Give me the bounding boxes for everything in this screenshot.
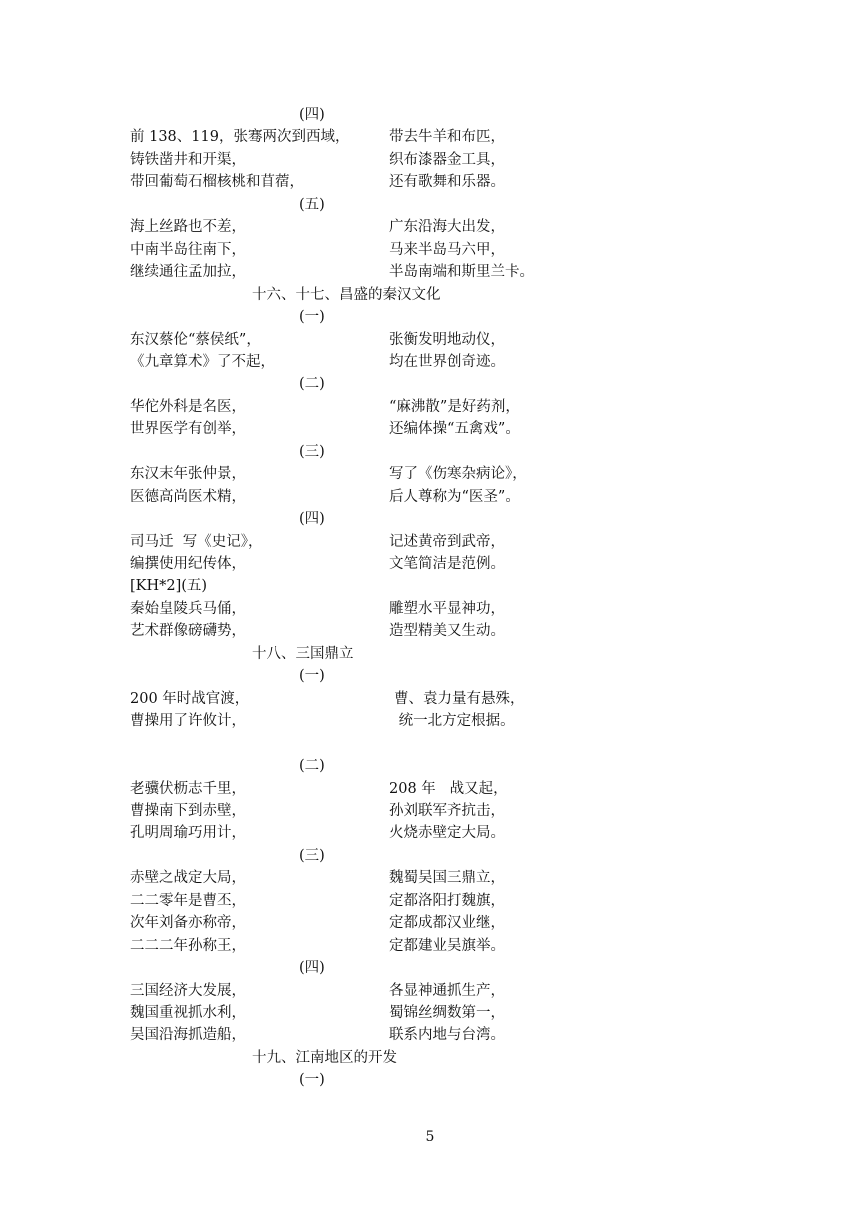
stanza-number: (三) xyxy=(299,443,325,460)
stanza-number-line xyxy=(0,845,860,867)
stanza-number: (二) xyxy=(299,758,325,775)
stanza-number-line xyxy=(0,194,860,216)
section-title: 十九、江南地区的开发 xyxy=(252,1049,397,1066)
verse-right: 火烧赤壁定大局。 xyxy=(389,825,505,842)
verse-line xyxy=(0,935,860,957)
verse-right: 后人尊称为“医圣”。 xyxy=(389,488,520,505)
verse-left: 二二二年孙称王， xyxy=(130,937,246,954)
verse-right: 孙刘联军齐抗击， xyxy=(389,802,505,819)
verse-left: 老骥伏枥志千里， xyxy=(130,780,246,797)
stanza-number: (一) xyxy=(299,309,325,326)
verse-right: 半岛南端和斯里兰卡。 xyxy=(389,264,534,281)
section-heading-line xyxy=(0,1047,860,1069)
stanza-number: (四) xyxy=(299,107,325,123)
verse-right: 曹、袁力量有悬殊， xyxy=(394,690,525,707)
stanza-number-line xyxy=(0,1069,860,1091)
verse-line xyxy=(0,531,860,553)
verse-line xyxy=(0,688,860,710)
verse-line xyxy=(0,351,860,373)
verse-left: 铸铁凿井和开渠， xyxy=(130,151,246,168)
verse-line xyxy=(0,396,860,418)
verse-right: 织布漆器金工具， xyxy=(389,151,505,168)
verse-line xyxy=(0,171,860,193)
verse-right: 写了《伤寒杂病论》， xyxy=(389,466,527,483)
verse-left: 医德高尚医术精， xyxy=(130,488,246,505)
verse-right: 统一北方定根据。 xyxy=(394,713,515,730)
verse-right: 蜀锦丝绸数第一， xyxy=(389,1005,505,1021)
verse-left: 吴国沿海抓造船， xyxy=(130,1027,246,1044)
verse-line xyxy=(0,329,860,351)
verse-line xyxy=(0,867,860,889)
stanza-number: (三) xyxy=(299,847,325,864)
verse-left: 200 年时战官渡， xyxy=(130,690,250,707)
verse-line xyxy=(0,822,860,844)
verse-right: 208 年 战又起， xyxy=(389,780,508,797)
verse-right: 联系内地与台湾。 xyxy=(389,1027,505,1044)
verse-line xyxy=(0,890,860,912)
verse-left: 东汉末年张仲景， xyxy=(130,466,246,483)
verse-right: 还有歌舞和乐器。 xyxy=(389,174,505,191)
verse-line xyxy=(0,800,860,822)
stanza-number: (一) xyxy=(299,668,325,685)
verse-line xyxy=(0,149,860,171)
verse-right: 还编体操“五禽戏”。 xyxy=(389,421,520,438)
section-title: 十六、十七、昌盛的秦汉文化 xyxy=(252,286,441,303)
verse-right: 雕塑水平显神功， xyxy=(389,600,505,617)
stanza-number-line xyxy=(0,373,860,395)
verse-right: 带去牛羊和布匹， xyxy=(389,129,505,146)
verse-line xyxy=(0,463,860,485)
verse-left: 三国经济大发展， xyxy=(130,982,246,999)
verse-line xyxy=(0,239,860,261)
verse-line xyxy=(0,733,860,755)
verse-line xyxy=(0,216,860,238)
verse-line xyxy=(0,126,860,148)
verse-left: 曹操用了许攸计， xyxy=(130,713,246,730)
stanza-marker: [KH*2](五) xyxy=(130,578,208,595)
verse-left: 艺术群像磅礴势， xyxy=(130,623,246,640)
verse-line xyxy=(0,1024,860,1046)
section-heading-line xyxy=(0,284,860,306)
verse-line xyxy=(0,261,860,283)
verse-left: 前 138、119，张骞两次到西域， xyxy=(130,129,350,146)
verse-line xyxy=(0,912,860,934)
stanza-number-line xyxy=(0,104,860,126)
verse-left: 海上丝路也不差， xyxy=(130,219,246,236)
section-heading-line xyxy=(0,643,860,665)
verse-left: 编撰使用纪传体， xyxy=(130,556,246,572)
stanza-number-line xyxy=(0,665,860,687)
verse-left: 东汉蔡伦“蔡侯纸”， xyxy=(130,331,261,348)
stanza-number-line xyxy=(0,755,860,777)
verse-right: 广东沿海大出发， xyxy=(389,219,505,236)
stanza-number: (五) xyxy=(299,196,325,213)
verse-right: 定都洛阳打魏旗， xyxy=(389,892,505,909)
stanza-number-line xyxy=(0,306,860,328)
verse-right: 定都成都汉业继， xyxy=(389,915,505,932)
verse-line xyxy=(0,575,860,597)
verse-line xyxy=(0,1002,860,1024)
verse-left: 中南半岛往南下， xyxy=(130,241,246,258)
verse-left: 曹操南下到赤壁， xyxy=(130,802,246,819)
stanza-number: (二) xyxy=(299,376,325,393)
stanza-number: (四) xyxy=(299,511,325,528)
verse-right: 造型精美又生动。 xyxy=(389,623,505,640)
verse-line xyxy=(0,620,860,642)
stanza-number-line xyxy=(0,441,860,463)
verse-line xyxy=(0,980,860,1002)
page-number: 5 xyxy=(425,1129,435,1145)
verse-right: 均在世界创奇迹。 xyxy=(389,353,505,370)
stanza-number-line xyxy=(0,508,860,530)
section-title: 十八、三国鼎立 xyxy=(252,645,354,662)
verse-right: 马来半岛马六甲， xyxy=(389,241,505,258)
verse-left: 华佗外科是名医， xyxy=(130,398,246,415)
verse-line xyxy=(0,778,860,800)
stanza-number-line xyxy=(0,957,860,979)
verse-left: 带回葡萄石榴核桃和苜蓿， xyxy=(130,174,304,191)
verse-line xyxy=(0,598,860,620)
verse-right: 记述黄帝到武帝， xyxy=(389,533,505,550)
verse-line xyxy=(0,486,860,508)
verse-left: 次年刘备亦称帝， xyxy=(130,915,246,932)
verse-left: 司马迁 写《史记》， xyxy=(130,533,263,550)
verse-line xyxy=(0,418,860,440)
verse-right: “麻沸散”是好药剂， xyxy=(389,398,520,415)
verse-right: 各显神通抓生产， xyxy=(389,982,505,999)
verse-left: 世界医学有创举， xyxy=(130,421,246,438)
verse-right: 文笔简洁是范例。 xyxy=(389,556,505,572)
stanza-number: (一) xyxy=(299,1072,325,1089)
verse-right: 定都建业吴旗举。 xyxy=(389,937,505,954)
verse-left: 《九章算术》了不起， xyxy=(130,353,275,370)
verse-left: 赤壁之战定大局， xyxy=(130,870,246,887)
verse-line xyxy=(0,710,860,732)
verse-left: 孔明周瑜巧用计， xyxy=(130,825,246,842)
verse-right: 张衡发明地动仪， xyxy=(389,331,505,348)
verse-left: 秦始皇陵兵马俑， xyxy=(130,600,246,617)
verse-left: 二二零年是曹丕， xyxy=(130,892,246,909)
verse-right: 魏蜀吴国三鼎立， xyxy=(389,870,505,887)
verse-line xyxy=(0,553,860,575)
verse-left: 魏国重视抓水利， xyxy=(130,1005,246,1021)
verse-left: 继续通往孟加拉， xyxy=(130,264,246,281)
stanza-number: (四) xyxy=(299,960,325,977)
